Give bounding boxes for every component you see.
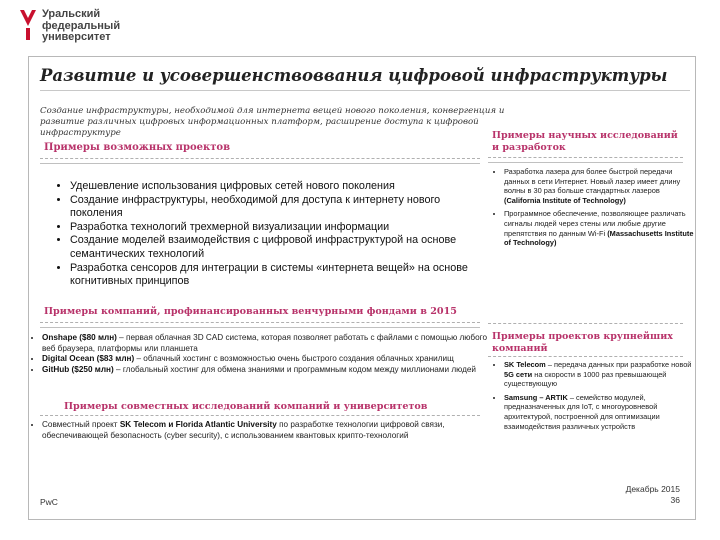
companies-list: [32, 333, 492, 375]
list-item: • Совместный проект SK Telecom и Florida Atlantic University по разработке технологии цифровой связи, обеспечивающей безопасность (cyber security), с использованием квантовых крипто-технологий: [42, 420, 492, 441]
projects-list: [54, 180, 490, 289]
projects-divider: [40, 158, 480, 159]
list-item: • SK Telecom – передача данных при разработке новой 5G сети на скорости в 1000 раз превышающей существующую: [504, 360, 694, 389]
list-item: • Создание моделей взаимодействия с цифровой инфраструктурой на основе семантических технологий: [70, 234, 490, 261]
page-number: 36: [670, 495, 680, 505]
joint-divider: [40, 415, 480, 416]
footer-date: Декабрь 2015: [625, 484, 680, 494]
intro-text: Создание инфраструктуры, необходимой для интернета вещей нового поколения, конвергенция и развитие различных цифровых информационных платформ, расширение доступа к цифровой инфраструктуре: [40, 106, 505, 138]
footer-meta: [626, 484, 680, 506]
list-item: • Разработка сенсоров для интеграции в системы «интернета вещей» на основе когнитивных принципов: [70, 262, 490, 289]
ural-logo-mark-icon: [18, 8, 38, 42]
slide-title: Развитие и усовершенствоввания цифровой инфраструктуры: [40, 66, 668, 85]
logo-wordmark: [42, 9, 120, 44]
university-logo: [18, 8, 128, 48]
list-item: • Удешевление использования цифровых сетей нового поколения: [70, 180, 490, 194]
companies-divider-2: [40, 327, 480, 328]
list-item: • Onshape ($80 млн) – первая облачная 3D CAD система, которая позволяет работать с файлами с помощью любого веб браузера, платформы или планшета: [42, 333, 492, 354]
projects-heading: Примеры возможных проектов: [44, 142, 231, 153]
logo-line: Уральский: [42, 8, 101, 20]
list-item: • Разработка лазера для более быстрой передачи данных в сети Интернет. Новый лазер имеет длину волны в 30 раз больше стандартных лазеров (California Institute of Technology): [504, 167, 694, 205]
list-item: • GitHub ($250 млн) – глобальный хостинг для обмена знаниями и программным кодом между миллионами людей: [42, 365, 492, 376]
logo-line: федеральный: [42, 19, 121, 32]
companies-divider: [40, 322, 480, 323]
footer-brand: PwC: [40, 497, 58, 507]
logo-line: университет: [42, 31, 111, 43]
big-companies-divider: [488, 356, 683, 357]
list-item: • Разработка технологий трехмерной визуализации информации: [70, 221, 490, 235]
research-list: [492, 167, 694, 252]
list-item: • Создание инфраструктуры, необходимой для доступа к интернету нового поколения: [70, 194, 490, 221]
research-heading: Примеры научных исследований и разработок: [492, 130, 678, 153]
research-divider: [488, 157, 683, 158]
list-item: • Samsung – ARTIK – семейство модулей, предназначенных для IoT, с многоуровневой архитектурой, построенной для оптимизации взаимодействия различных устройств: [504, 393, 694, 431]
big-companies-top-divider: [488, 323, 683, 324]
joint-heading: Примеры совместных исследований компаний и университетов: [64, 401, 428, 412]
title-divider: [40, 90, 690, 91]
big-companies-heading: Примеры проектов крупнейших компаний: [492, 331, 673, 354]
list-item: • Программное обеспечение, позволяющее различать сигналы людей через стены или любые другие препятствия по данным Wi-Fi (Massachusetts Institute of Technology): [504, 209, 694, 247]
joint-list: [32, 420, 492, 441]
companies-heading: Примеры компаний, профинансированных венчурными фондами в 2015: [44, 306, 457, 317]
list-item: • Digital Ocean ($83 млн) – облачный хостинг с возможностью очень быстрого создания облачных хранилищ: [42, 354, 492, 365]
big-companies-list: [492, 360, 694, 435]
research-divider-2: [488, 162, 683, 163]
projects-divider-2: [40, 163, 480, 164]
